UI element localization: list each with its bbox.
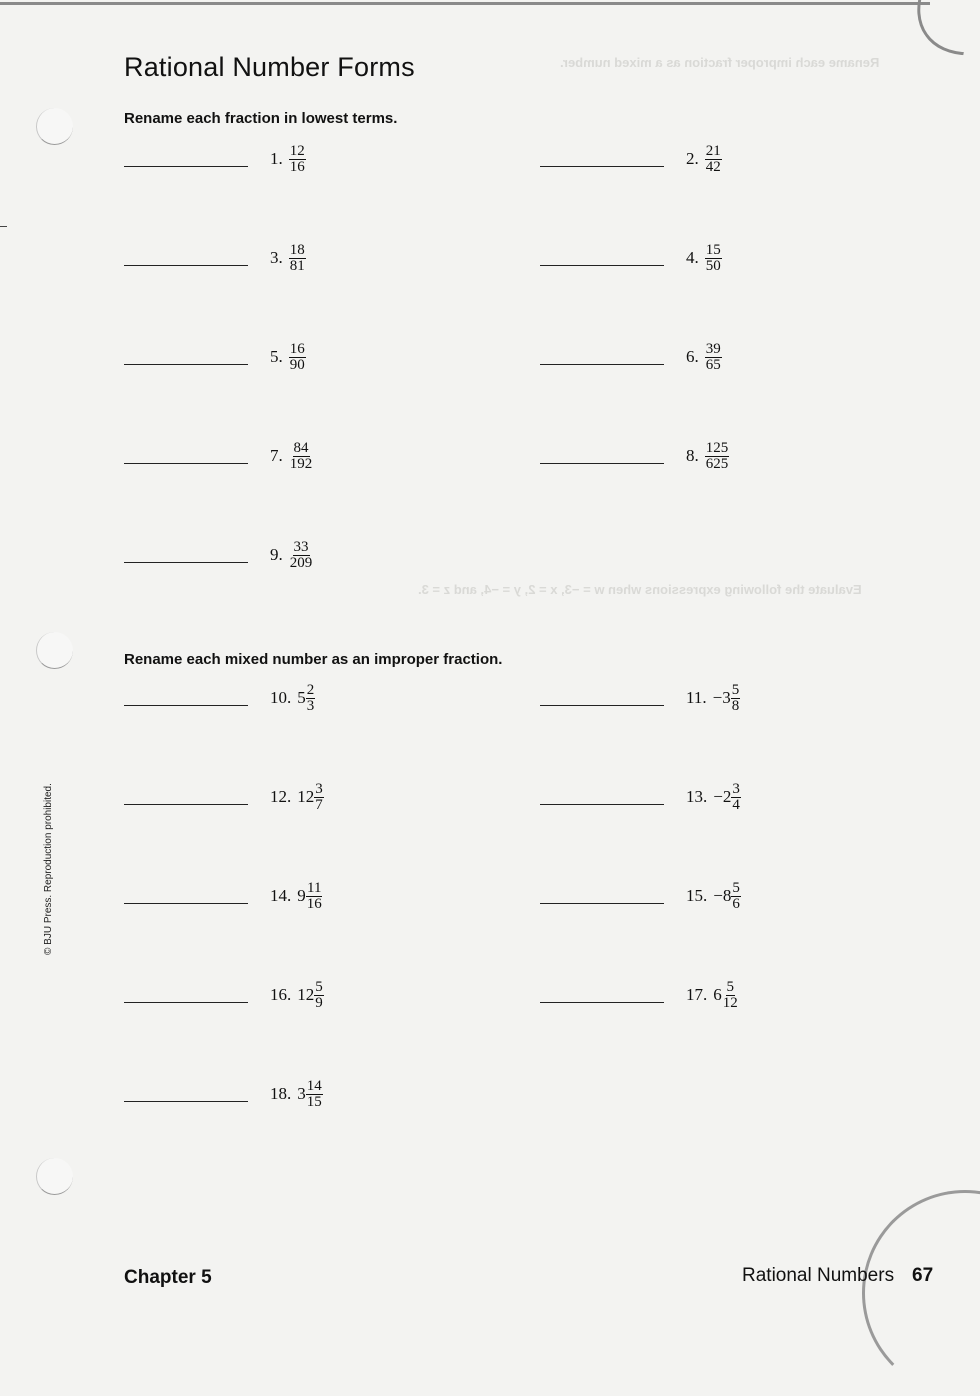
denominator: 192: [289, 455, 313, 472]
chapter-label: Chapter 5: [124, 1267, 212, 1288]
problem-number: 7.: [270, 446, 283, 465]
numerator: 11: [307, 879, 322, 896]
answer-blank[interactable]: [124, 166, 248, 167]
answer-blank[interactable]: [124, 1101, 248, 1102]
answer-blank[interactable]: [124, 903, 248, 904]
corner-arc-decoration: [892, 0, 980, 83]
numerator: 3: [732, 780, 740, 797]
problem-number: 10.: [270, 688, 292, 707]
section-heading-improper-fraction: Rename each mixed number as an improper fraction.: [124, 651, 503, 668]
fraction: [289, 144, 306, 175]
numerator: 39: [705, 340, 721, 357]
denominator: 12: [722, 994, 738, 1011]
denominator: 209: [289, 554, 313, 571]
whole-part: 6: [713, 985, 722, 1004]
denominator: 65: [705, 356, 721, 373]
answer-blank[interactable]: [540, 705, 664, 706]
problem-item: [540, 777, 741, 817]
problem-item: [124, 678, 315, 718]
numerator: 14: [306, 1077, 322, 1094]
denominator: 3: [306, 697, 315, 714]
page-number: 67: [912, 1265, 934, 1286]
problem-number: 1.: [270, 149, 283, 168]
problem-number: 16.: [270, 985, 292, 1004]
problem-item: [540, 975, 739, 1015]
denominator: 90: [289, 356, 305, 373]
fraction: [306, 683, 316, 714]
problem-item: [540, 436, 729, 476]
punch-hole: [36, 632, 73, 669]
problem-item: [124, 876, 323, 916]
problem-item: [124, 975, 324, 1015]
numerator: 2: [306, 681, 315, 698]
denominator: 16: [289, 158, 305, 175]
fraction: [306, 1079, 323, 1110]
numerator: 125: [705, 439, 729, 456]
whole-part: −2: [713, 787, 732, 806]
fraction: [731, 782, 741, 813]
punch-hole: [36, 108, 73, 145]
problem-number: 18.: [270, 1084, 292, 1103]
denominator: 9: [315, 994, 323, 1011]
fraction: [705, 342, 722, 373]
denominator: 7: [315, 796, 323, 813]
numerator: 12: [289, 142, 305, 159]
problem-number: 15.: [686, 886, 708, 905]
answer-blank[interactable]: [124, 463, 248, 464]
answer-blank[interactable]: [540, 1002, 664, 1003]
fraction: [289, 243, 306, 274]
answer-blank[interactable]: [540, 463, 664, 464]
problem-item: [540, 678, 740, 718]
fraction: [705, 144, 722, 175]
problem-item: [124, 777, 324, 817]
problem-number: 14.: [270, 886, 292, 905]
answer-blank[interactable]: [124, 562, 248, 563]
denominator: 4: [732, 796, 740, 813]
whole-part: 9: [297, 886, 306, 905]
whole-part: 12: [297, 787, 315, 806]
fraction: [705, 441, 730, 472]
whole-part: 3: [297, 1084, 306, 1103]
whole-part: 5: [297, 688, 306, 707]
answer-blank[interactable]: [124, 705, 248, 706]
bleed-through-heading: Evaluate the following expressions when w = −3, x = 2, y = −4, and z = 3.: [418, 582, 862, 597]
numerator: 5: [726, 978, 734, 995]
numerator: 18: [289, 241, 305, 258]
fraction: [314, 782, 324, 813]
page-top-border: [0, 2, 930, 5]
fraction: [731, 683, 741, 714]
fraction: [289, 441, 314, 472]
fraction: [722, 980, 739, 1011]
problem-item: [540, 238, 722, 278]
problem-item: [124, 139, 306, 179]
problem-item: [124, 436, 313, 476]
copyright-notice: © BJU Press. Reproduction prohibited.: [43, 783, 54, 955]
fraction: [306, 881, 323, 912]
problem-item: [124, 337, 306, 377]
problem-number: 3.: [270, 248, 283, 267]
problem-item: [124, 535, 313, 575]
numerator: 5: [732, 879, 740, 896]
numerator: 5: [731, 681, 740, 698]
numerator: 21: [705, 142, 721, 159]
problem-item: [540, 139, 722, 179]
answer-blank[interactable]: [540, 265, 664, 266]
denominator: 15: [306, 1093, 322, 1110]
margin-tick: [0, 226, 7, 227]
denominator: 625: [705, 455, 729, 472]
answer-blank[interactable]: [540, 903, 664, 904]
problem-number: 4.: [686, 248, 699, 267]
punch-hole: [36, 1158, 73, 1195]
answer-blank[interactable]: [540, 804, 664, 805]
problem-number: 5.: [270, 347, 283, 366]
fraction: [705, 243, 722, 274]
bleed-through-heading: Rename each improper fraction as a mixed number.: [560, 55, 880, 70]
whole-part: −3: [712, 688, 731, 707]
problem-item: [124, 1074, 323, 1114]
whole-part: −8: [713, 886, 732, 905]
denominator: 50: [705, 257, 721, 274]
numerator: 3: [315, 780, 323, 797]
answer-blank[interactable]: [124, 804, 248, 805]
fraction: [289, 540, 314, 571]
fraction: [731, 881, 741, 912]
numerator: 5: [315, 978, 323, 995]
problem-item: [540, 337, 722, 377]
problem-item: [124, 238, 306, 278]
problem-number: 8.: [686, 446, 699, 465]
denominator: 42: [705, 158, 721, 175]
denominator: 16: [306, 895, 322, 912]
problem-number: 11.: [686, 688, 707, 707]
answer-blank[interactable]: [124, 364, 248, 365]
denominator: 6: [732, 895, 740, 912]
problem-number: 9.: [270, 545, 283, 564]
problem-number: 2.: [686, 149, 699, 168]
corner-arc-decoration: [862, 1190, 980, 1396]
section-heading-lowest-terms: Rename each fraction in lowest terms.: [124, 110, 398, 127]
page-title: Rational Number Forms: [124, 52, 415, 82]
answer-blank[interactable]: [124, 1002, 248, 1003]
problem-item: [540, 876, 741, 916]
numerator: 33: [293, 538, 309, 555]
problem-number: 13.: [686, 787, 708, 806]
problem-number: 12.: [270, 787, 292, 806]
whole-part: 12: [297, 985, 315, 1004]
denominator: 8: [731, 697, 740, 714]
numerator: 84: [293, 439, 309, 456]
numerator: 16: [289, 340, 305, 357]
fraction: [314, 980, 324, 1011]
answer-blank[interactable]: [124, 265, 248, 266]
answer-blank[interactable]: [540, 166, 664, 167]
fraction: [289, 342, 306, 373]
problem-number: 17.: [686, 985, 708, 1004]
answer-blank[interactable]: [540, 364, 664, 365]
problem-number: 6.: [686, 347, 699, 366]
denominator: 81: [289, 257, 305, 274]
numerator: 15: [705, 241, 721, 258]
unit-title: Rational Numbers: [742, 1265, 895, 1286]
